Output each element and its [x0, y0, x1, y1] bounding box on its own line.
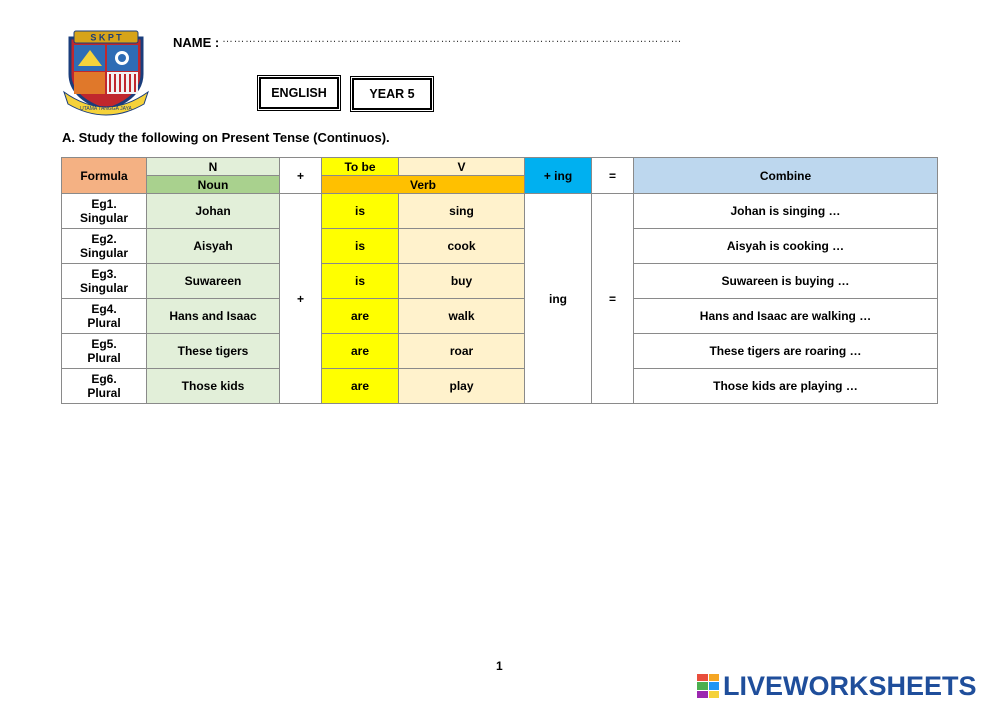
middle-equals: =	[592, 194, 634, 404]
year-box: YEAR 5	[352, 78, 432, 110]
header-noun: Noun	[147, 176, 280, 194]
present-tense-table	[61, 157, 938, 404]
combine-cell: Suwareen is buying …	[634, 264, 938, 299]
name-label: NAME :	[173, 35, 220, 50]
header-equals: =	[592, 158, 634, 194]
table-row	[62, 334, 938, 369]
table-row	[62, 369, 938, 404]
to-be-cell: are	[322, 369, 399, 404]
noun-cell: These tigers	[147, 334, 280, 369]
instruction-heading: A. Study the following on Present Tense (Continuos).	[62, 130, 390, 145]
verb-cell: sing	[399, 194, 525, 229]
header-verb: Verb	[322, 176, 525, 194]
to-be-cell: are	[322, 334, 399, 369]
to-be-cell: is	[322, 229, 399, 264]
table-row	[62, 194, 938, 229]
to-be-cell: is	[322, 194, 399, 229]
liveworksheets-brand[interactable]	[697, 672, 977, 700]
table-row	[62, 264, 938, 299]
logo-letters: S K P T	[90, 32, 122, 43]
header-plus: +	[280, 158, 322, 194]
logo-motto: UTAMA TANGGA JAYA	[80, 106, 132, 112]
combine-cell: Aisyah is cooking …	[634, 229, 938, 264]
noun-cell: Aisyah	[147, 229, 280, 264]
verb-cell: roar	[399, 334, 525, 369]
combine-cell: Hans and Isaac are walking …	[634, 299, 938, 334]
example-label: Eg3. Singular	[62, 264, 147, 299]
middle-plus: +	[280, 194, 322, 404]
verb-cell: walk	[399, 299, 525, 334]
noun-cell: Suwareen	[147, 264, 280, 299]
combine-cell: Those kids are playing …	[634, 369, 938, 404]
header-combine: Combine	[634, 158, 938, 194]
combine-cell: These tigers are roaring …	[634, 334, 938, 369]
verb-cell: play	[399, 369, 525, 404]
middle-ing: ing	[525, 194, 592, 404]
page-number: 1	[496, 659, 503, 673]
example-label: Eg4. Plural	[62, 299, 147, 334]
to-be-cell: is	[322, 264, 399, 299]
verb-cell: buy	[399, 264, 525, 299]
name-field[interactable]: …………………………………………………………………………………………………………	[222, 33, 682, 45]
header-to-be: To be	[322, 158, 399, 176]
noun-cell: Johan	[147, 194, 280, 229]
subject-box: ENGLISH	[259, 77, 339, 109]
example-label: Eg2. Singular	[62, 229, 147, 264]
header-plus-ing: + ing	[525, 158, 592, 194]
table-row	[62, 299, 938, 334]
header-n: N	[147, 158, 280, 176]
example-label: Eg5. Plural	[62, 334, 147, 369]
table-row	[62, 229, 938, 264]
liveworksheets-wordmark: LIVEWORKSHEETS	[723, 671, 977, 701]
header-v: V	[399, 158, 525, 176]
noun-cell: Those kids	[147, 369, 280, 404]
verb-cell: cook	[399, 229, 525, 264]
to-be-cell: are	[322, 299, 399, 334]
combine-cell: Johan is singing …	[634, 194, 938, 229]
school-logo-icon	[60, 26, 152, 116]
example-label: Eg6. Plural	[62, 369, 147, 404]
noun-cell: Hans and Isaac	[147, 299, 280, 334]
example-label: Eg1. Singular	[62, 194, 147, 229]
liveworksheets-logo-icon	[697, 674, 719, 698]
header-formula: Formula	[62, 158, 147, 194]
